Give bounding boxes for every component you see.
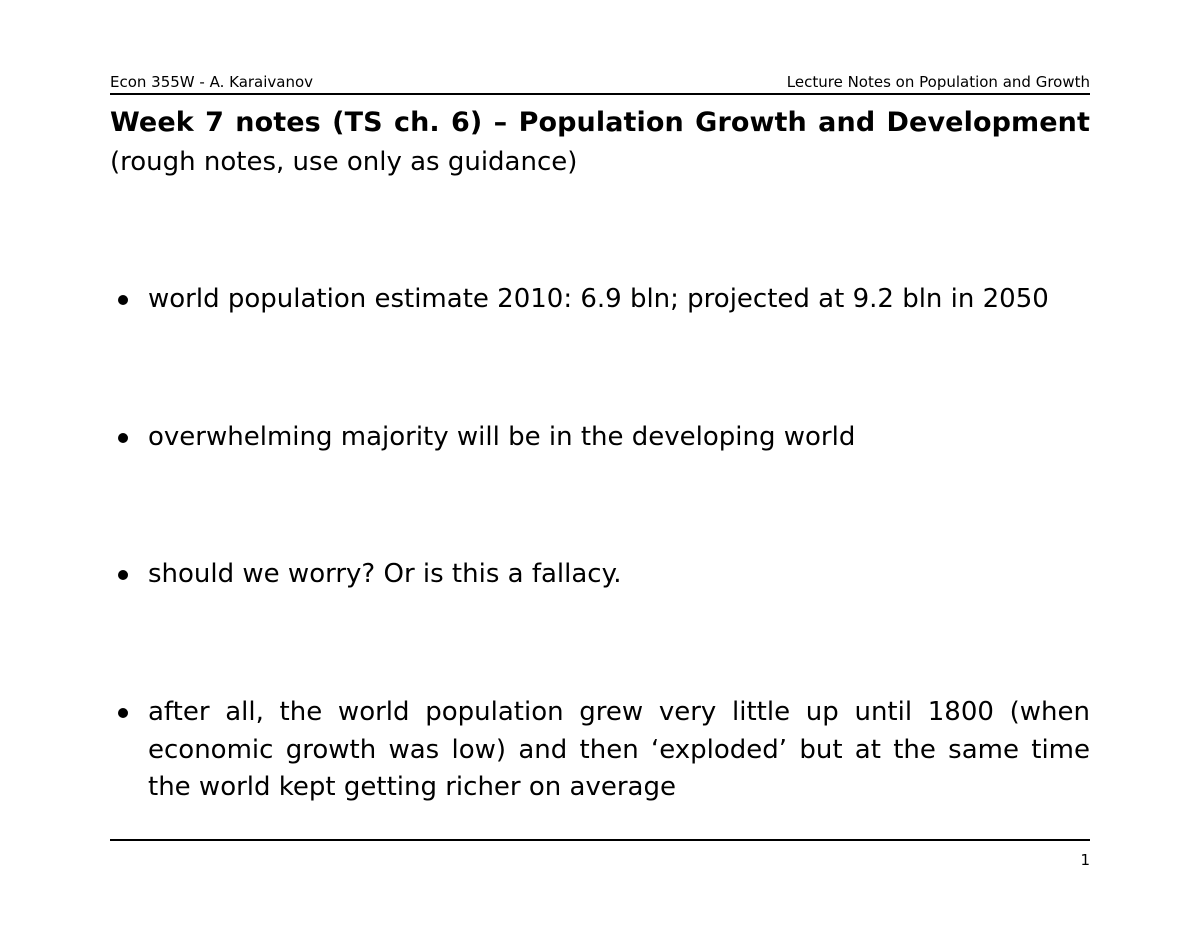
bullet-text: overwhelming majority will be in the developing world (148, 422, 856, 452)
header-divider (110, 93, 1090, 95)
bullet-item-population-estimate (110, 281, 1090, 319)
page-title: Week 7 notes (TS ch. 6) – Population Growth and Development (110, 107, 1090, 138)
page-subtitle: (rough notes, use only as guidance) (110, 147, 578, 177)
bullet-item-developing-world (110, 419, 1090, 457)
bullet-item-should-we-worry (110, 556, 1090, 594)
page-number: 1 (1080, 851, 1090, 869)
bullet-icon (118, 295, 128, 305)
bullet-text: world population estimate 2010: 6.9 bln; projected at 9.2 bln in 2050 (148, 284, 1049, 314)
bullet-icon (118, 433, 128, 443)
running-header-title: Lecture Notes on Population and Growth (786, 73, 1090, 91)
bullet-text: after all, the world population grew very little up until 1800 (when economic growth was low) and then ‘exploded’ but at the same time the world kept getting richer on average (148, 697, 1090, 802)
bullet-icon (118, 570, 128, 580)
footer-divider (110, 839, 1090, 841)
bullet-icon (118, 708, 128, 718)
running-header-author: Econ 355W - A. Karaivanov (110, 73, 314, 91)
bullet-item-historical-growth (110, 694, 1090, 807)
bullet-text: should we worry? Or is this a fallacy. (148, 559, 622, 589)
